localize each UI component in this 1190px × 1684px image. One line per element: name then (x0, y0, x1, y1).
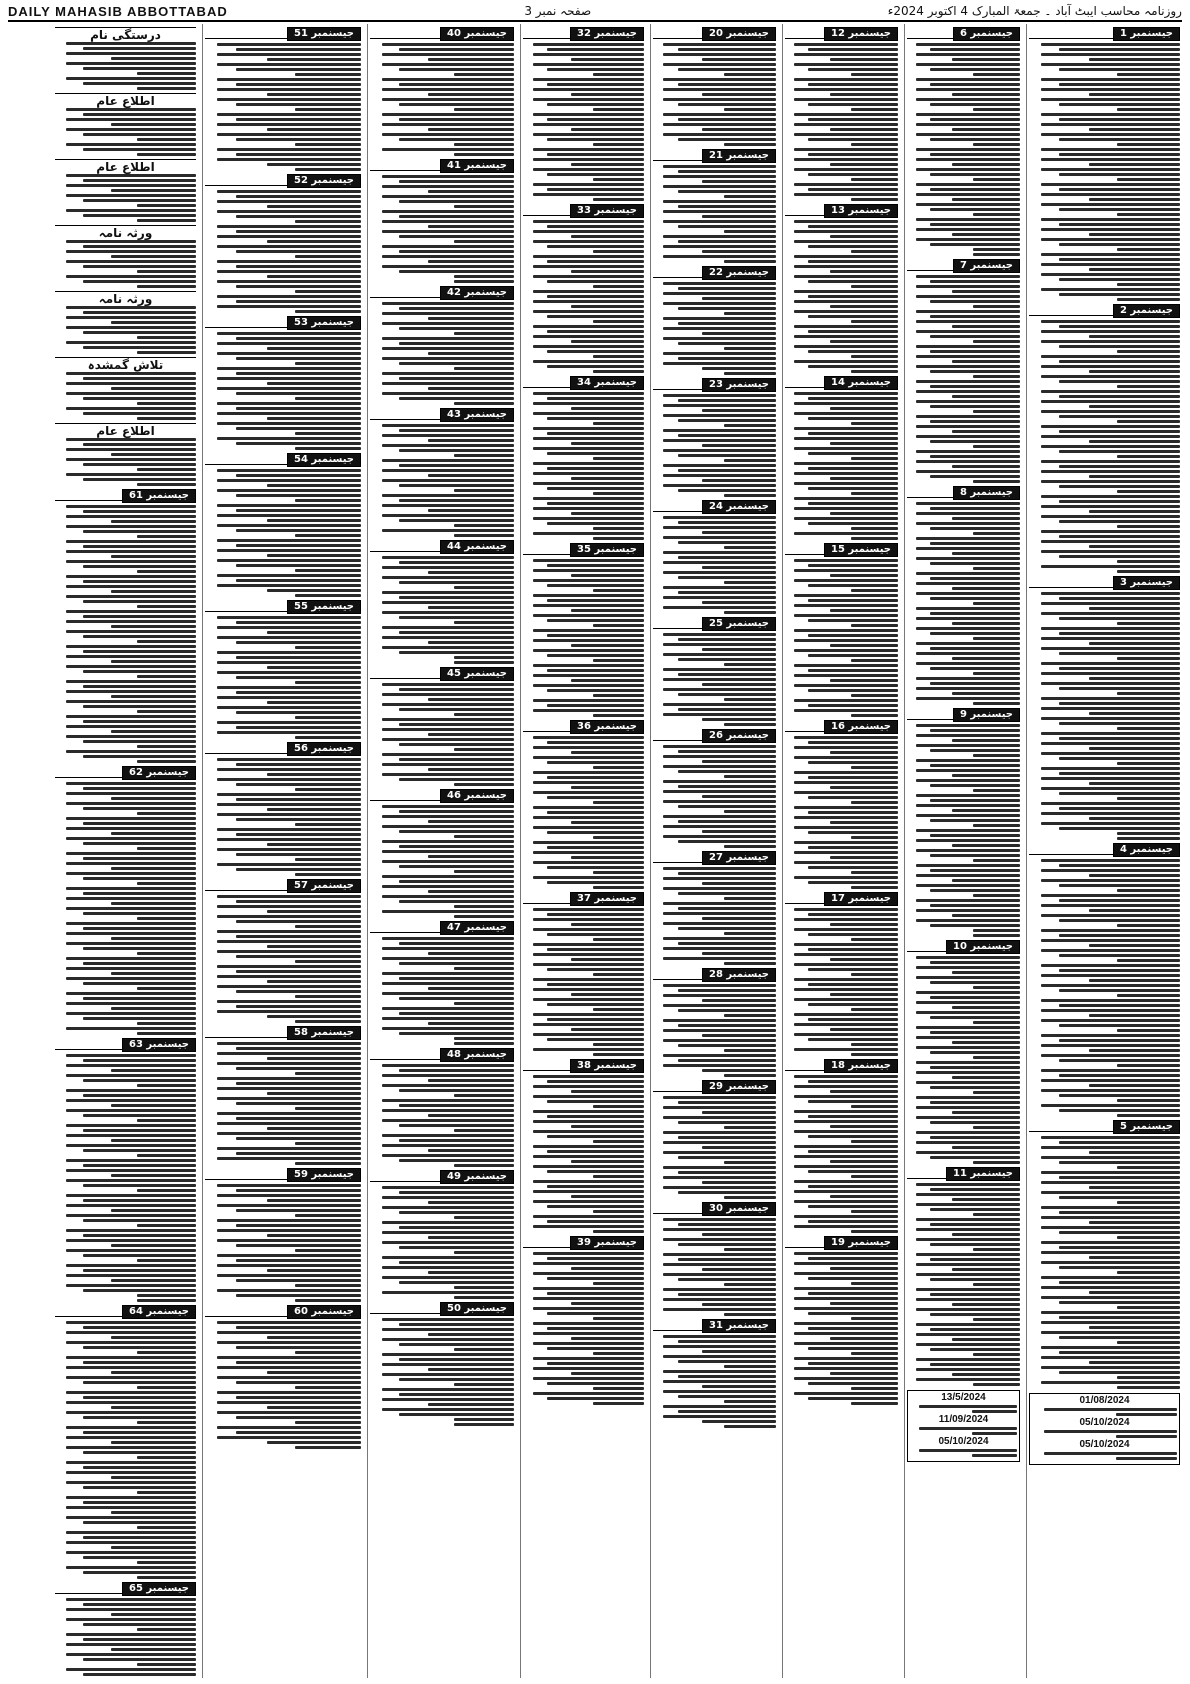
notice-block (55, 1582, 196, 1678)
notice-block (205, 1305, 361, 1449)
notice-text (205, 895, 361, 1023)
notice-block (523, 543, 644, 717)
notice-block (785, 27, 898, 201)
notice-title: اطلاع عام (96, 424, 155, 438)
notice-heirship (55, 225, 196, 288)
notice-text (653, 867, 776, 965)
notice-block (785, 543, 898, 717)
notice-block (523, 376, 644, 540)
hearing-date: 01/08/2024 (1079, 1395, 1130, 1406)
notice-text (653, 633, 776, 726)
case-number-label: جیسنمبر 1 (1113, 27, 1180, 41)
case-number-label: جیسنمبر 26 (702, 729, 776, 743)
case-number-label: جیسنمبر 55 (287, 600, 361, 614)
column-c2 (904, 24, 1022, 1678)
case-number-label: جیسنمبر 23 (702, 378, 776, 392)
notice-block (370, 286, 514, 405)
notice-text (523, 1075, 644, 1233)
notice-text (907, 1183, 1020, 1386)
notice-text (205, 190, 361, 313)
notice-block (205, 27, 361, 171)
column-c3 (782, 24, 900, 1678)
notice-block (205, 316, 361, 450)
case-number-label: جیسنمبر 11 (946, 1167, 1020, 1181)
notice-block (370, 921, 514, 1045)
notice-block (205, 742, 361, 876)
notice-text (55, 306, 196, 354)
case-number-label: جیسنمبر 5 (1113, 1120, 1180, 1134)
notice-text (205, 1184, 361, 1302)
notice-public-notice (55, 159, 196, 222)
notice-title: اطلاع عام (96, 160, 155, 174)
notice-block (523, 204, 644, 373)
case-number-label: جیسنمبر 10 (946, 940, 1020, 954)
notice-heirship (55, 291, 196, 354)
case-number-label: جیسنمبر 61 (122, 489, 196, 503)
case-number-label: جیسنمبر 58 (287, 1026, 361, 1040)
notice-text (785, 43, 898, 201)
case-number-label: جیسنمبر 41 (440, 159, 514, 173)
case-number-label: جیسنمبر 53 (287, 316, 361, 330)
case-number-label: جیسنمبر 40 (440, 27, 514, 41)
case-number-label: جیسنمبر 16 (824, 720, 898, 734)
notice-block (523, 1236, 644, 1405)
notice-block (370, 1302, 514, 1426)
notice-text (910, 1427, 1017, 1435)
case-number-label: جیسنمبر 43 (440, 408, 514, 422)
notice-block (370, 667, 514, 786)
notice-text (55, 1598, 196, 1678)
notice-block (653, 1080, 776, 1199)
case-number-label: جیسنمبر 6 (953, 27, 1020, 41)
case-number-label: جیسنمبر 28 (702, 968, 776, 982)
notice-text (653, 394, 776, 497)
case-number-label: جیسنمبر 63 (122, 1038, 196, 1052)
notice-text (785, 1075, 898, 1233)
notice-block (907, 27, 1020, 256)
notice-text (370, 43, 514, 156)
notice-block (370, 1048, 514, 1167)
notice-block (907, 486, 1020, 705)
case-number-label: جیسنمبر 47 (440, 921, 514, 935)
case-number-label: جیسنمبر 8 (953, 486, 1020, 500)
notice-block (370, 159, 514, 283)
masthead-title: DAILY MAHASIB ABBOTTABAD (8, 3, 228, 19)
case-number-label: جیسنمبر 49 (440, 1170, 514, 1184)
case-number-label: جیسنمبر 2 (1113, 304, 1180, 318)
case-number-label: جیسنمبر 22 (702, 266, 776, 280)
case-number-label: جیسنمبر 25 (702, 617, 776, 631)
notice-block (907, 708, 1020, 937)
notice-name-change (55, 27, 196, 90)
case-number-label: جیسنمبر 13 (824, 204, 898, 218)
case-number-label: جیسنمبر 9 (953, 708, 1020, 722)
column-c5 (520, 24, 646, 1678)
notice-text (205, 43, 361, 171)
notice-text (1032, 1408, 1177, 1416)
notice-block (523, 892, 644, 1056)
case-number-label: جیسنمبر 4 (1113, 843, 1180, 857)
notice-text (205, 332, 361, 450)
notice-block (785, 1059, 898, 1233)
notice-block (370, 1170, 514, 1299)
notice-block (653, 266, 776, 375)
notice-block (653, 617, 776, 726)
notice-block (653, 968, 776, 1077)
notice-text (370, 805, 514, 918)
notice-block (205, 174, 361, 313)
notice-block (907, 259, 1020, 483)
notice-block (205, 879, 361, 1023)
notice-text (55, 505, 196, 763)
notice-text (653, 1335, 776, 1428)
notice-text (653, 1218, 776, 1316)
notice-text (907, 43, 1020, 256)
case-number-label: جیسنمبر 34 (570, 376, 644, 390)
notice-block (653, 729, 776, 848)
notice-title: درستگی نام (90, 28, 161, 42)
notice-text (205, 616, 361, 739)
notice-text (523, 1252, 644, 1405)
notice-block (1029, 304, 1180, 573)
notice-block (205, 600, 361, 739)
notice-block (370, 540, 514, 664)
notice-block (205, 1026, 361, 1165)
notice-block (785, 204, 898, 373)
case-number-label: جیسنمبر 33 (570, 204, 644, 218)
notice-block (1029, 1120, 1180, 1389)
notice-block (205, 453, 361, 597)
notice-public-notice (55, 423, 196, 486)
case-number-label: جیسنمبر 19 (824, 1236, 898, 1250)
notice-text (1032, 1430, 1177, 1438)
case-number-label: جیسنمبر 45 (440, 667, 514, 681)
case-number-label: جیسنمبر 30 (702, 1202, 776, 1216)
notice-text (523, 736, 644, 889)
notice-text (653, 1096, 776, 1199)
notice-block (55, 489, 196, 763)
notice-text (370, 556, 514, 664)
notice-text (653, 282, 776, 375)
page-number: صفحہ نمبر 3 (524, 4, 592, 18)
notice-text (1029, 592, 1180, 840)
notice-block (523, 720, 644, 889)
date-line: روزنامہ محاسب ایبٹ آباد ۔ جمعۃ المبارک 4 اکتوبر 2024ء (887, 4, 1182, 18)
notice-text (523, 43, 644, 201)
notice-text (907, 275, 1020, 483)
notice-block (653, 851, 776, 965)
notice-text (523, 908, 644, 1056)
notice-text (55, 42, 196, 90)
hearing-date: 11/09/2024 (938, 1414, 989, 1425)
case-number-label: جیسنمبر 29 (702, 1080, 776, 1094)
notice-text (370, 937, 514, 1045)
notice-text (55, 438, 196, 486)
case-number-label: جیسنمبر 56 (287, 742, 361, 756)
case-number-label: جیسنمبر 12 (824, 27, 898, 41)
notice-text (785, 559, 898, 717)
notice-columns (8, 24, 1182, 1678)
case-number-label: جیسنمبر 38 (570, 1059, 644, 1073)
notice-block (653, 500, 776, 614)
notice-text (910, 1405, 1017, 1413)
notice-text (653, 745, 776, 848)
notice-block (653, 1202, 776, 1316)
notice-text (653, 165, 776, 263)
notice-text (205, 758, 361, 876)
notice-text (653, 516, 776, 614)
hearing-date: 05/10/2024 (1079, 1439, 1130, 1450)
notice-text (907, 956, 1020, 1164)
notice-text (55, 782, 196, 1035)
notice-text (55, 174, 196, 222)
notice-text (523, 559, 644, 717)
case-number-label: جیسنمبر 44 (440, 540, 514, 554)
notice-text (370, 175, 514, 283)
notice-block (370, 408, 514, 537)
notice-text (55, 108, 196, 156)
notice-text (1029, 43, 1180, 301)
notice-text (785, 220, 898, 373)
case-number-label: جیسنمبر 46 (440, 789, 514, 803)
notice-text (205, 1321, 361, 1449)
notice-text (205, 1042, 361, 1165)
hearing-date: 05/10/2024 (1079, 1417, 1130, 1428)
column-c1 (1026, 24, 1182, 1678)
case-number-label: جیسنمبر 42 (440, 286, 514, 300)
case-number-label: جیسنمبر 15 (824, 543, 898, 557)
notice-text (370, 424, 514, 537)
case-number-label: جیسنمبر 62 (122, 766, 196, 780)
case-number-label: جیسنمبر 24 (702, 500, 776, 514)
notice-block (785, 720, 898, 889)
notice-text (653, 43, 776, 146)
case-number-label: جیسنمبر 32 (570, 27, 644, 41)
notice-text (55, 1321, 196, 1579)
notice-text (785, 908, 898, 1056)
notice-text (785, 1252, 898, 1405)
notice-text (55, 1054, 196, 1302)
case-number-label: جیسنمبر 17 (824, 892, 898, 906)
notice-text (205, 469, 361, 597)
notice-text (55, 240, 196, 288)
notice-text (907, 724, 1020, 937)
notice-title: تلاش گمشدہ (87, 358, 164, 372)
case-number-label: جیسنمبر 31 (702, 1319, 776, 1333)
notice-text (370, 302, 514, 405)
notice-text (1029, 1136, 1180, 1389)
notice-block (523, 1059, 644, 1233)
case-number-label: جیسنمبر 50 (440, 1302, 514, 1316)
notice-block (55, 1305, 196, 1579)
notice-block (653, 1319, 776, 1428)
notice-block (653, 27, 776, 146)
case-number-label: جیسنمبر 18 (824, 1059, 898, 1073)
notice-title: ورثہ نامہ (98, 292, 153, 306)
notice-block (785, 1236, 898, 1405)
notice-block (205, 1168, 361, 1302)
case-number-label: جیسنمبر 27 (702, 851, 776, 865)
case-number-label: جیسنمبر 59 (287, 1168, 361, 1182)
notice-block (523, 27, 644, 201)
notice-text (1029, 320, 1180, 573)
case-number-label: جیسنمبر 37 (570, 892, 644, 906)
court-date-box (907, 1390, 1020, 1462)
case-number-label: جیسنمبر 54 (287, 453, 361, 467)
notice-title: اطلاع عام (96, 94, 155, 108)
court-date-box (1029, 1393, 1180, 1465)
case-number-label: جیسنمبر 36 (570, 720, 644, 734)
notice-text (370, 683, 514, 786)
notice-text (785, 392, 898, 540)
notice-text (55, 372, 196, 420)
case-number-label: جیسنمبر 51 (287, 27, 361, 41)
notice-text (523, 220, 644, 373)
case-number-label: جیسنمبر 20 (702, 27, 776, 41)
notice-text (1029, 859, 1180, 1117)
notice-block (55, 766, 196, 1035)
notice-text (907, 502, 1020, 705)
notice-block (653, 378, 776, 497)
case-number-label: جیسنمبر 48 (440, 1048, 514, 1062)
case-number-label: جیسنمبر 39 (570, 1236, 644, 1250)
case-number-label: جیسنمبر 35 (570, 543, 644, 557)
case-number-label: جیسنمبر 65 (122, 1582, 196, 1596)
notice-block (785, 892, 898, 1056)
case-number-label: جیسنمبر 21 (702, 149, 776, 163)
notice-public-notice (55, 93, 196, 156)
notice-text (370, 1318, 514, 1426)
notice-title: ورثہ نامہ (98, 226, 153, 240)
notice-block (1029, 27, 1180, 301)
notice-text (1032, 1452, 1177, 1460)
column-c4 (650, 24, 778, 1678)
notice-block (907, 940, 1020, 1164)
case-number-label: جیسنمبر 64 (122, 1305, 196, 1319)
notice-block (907, 1167, 1020, 1386)
notice-missing (55, 357, 196, 420)
case-number-label: جیسنمبر 3 (1113, 576, 1180, 590)
notice-block (370, 789, 514, 918)
notice-text (653, 984, 776, 1077)
case-number-label: جیسنمبر 57 (287, 879, 361, 893)
hearing-date: 13/5/2024 (941, 1392, 986, 1403)
case-number-label: جیسنمبر 7 (953, 259, 1020, 273)
case-number-label: جیسنمبر 60 (287, 1305, 361, 1319)
column-c7 (202, 24, 363, 1678)
column-c8 (53, 24, 198, 1678)
case-number-label: جیسنمبر 14 (824, 376, 898, 390)
notice-block (1029, 843, 1180, 1117)
notice-block (653, 149, 776, 263)
notice-text (370, 1186, 514, 1299)
notice-text (370, 1064, 514, 1167)
notice-text (523, 392, 644, 540)
notice-block (785, 376, 898, 540)
column-c6 (367, 24, 516, 1678)
notice-block (55, 1038, 196, 1302)
hearing-date: 05/10/2024 (938, 1436, 989, 1447)
notice-block (370, 27, 514, 156)
notice-text (910, 1449, 1017, 1457)
notice-block (1029, 576, 1180, 840)
case-number-label: جیسنمبر 52 (287, 174, 361, 188)
masthead (8, 2, 1182, 22)
notice-text (785, 736, 898, 889)
